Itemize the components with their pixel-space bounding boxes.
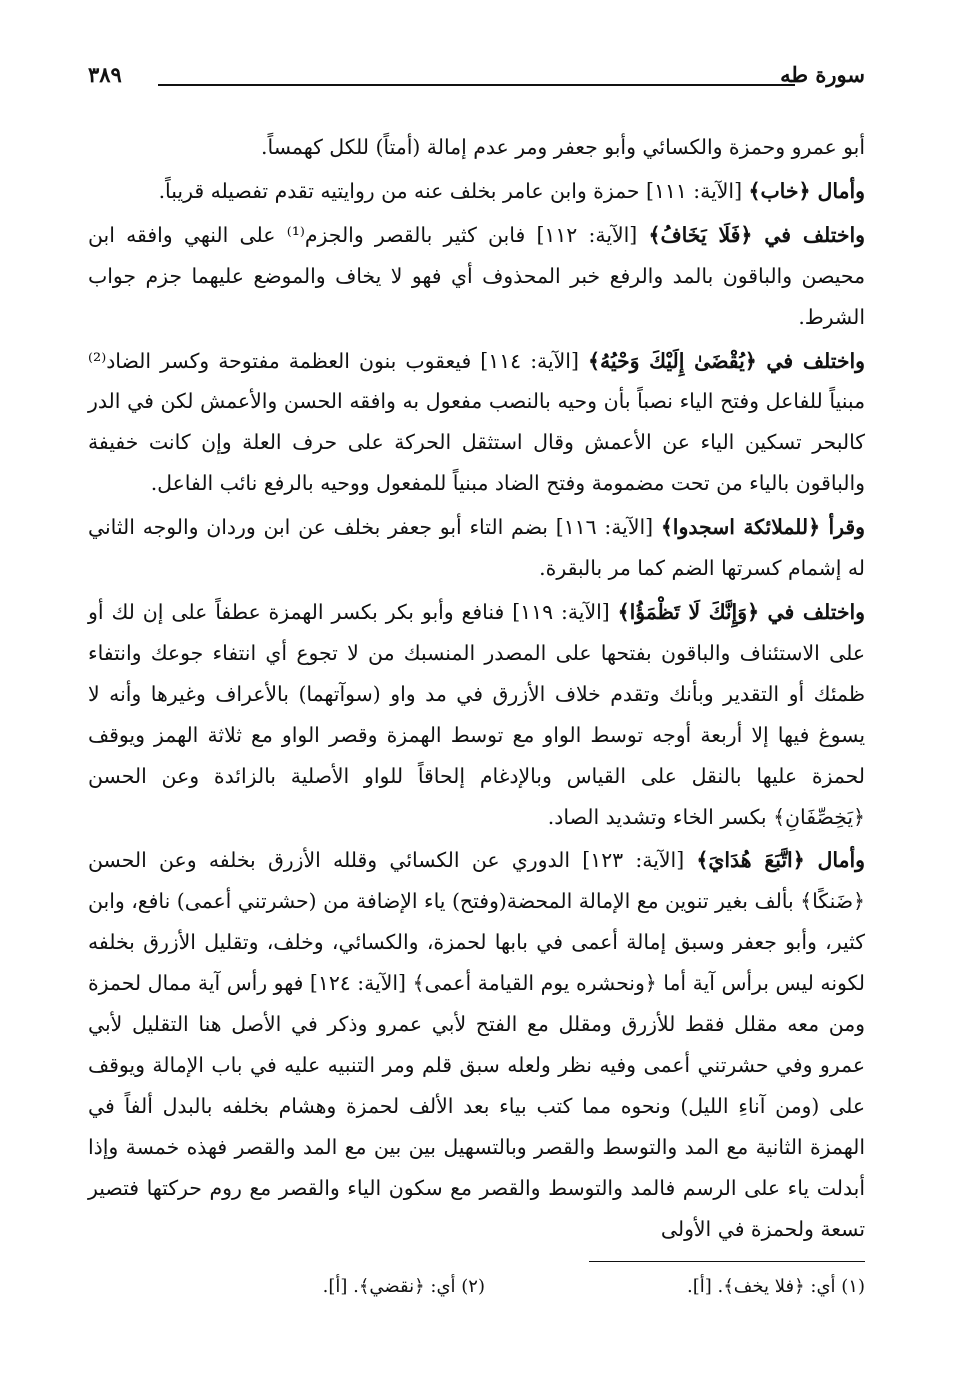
- paragraph: [88, 341, 865, 505]
- paragraph-text: [الآية: ١١٦] بضم التاء أبو جعفر بخلف عن ابن وردان والوجه الثاني له إشمام كسرتها الضم كما مر بالبقرة.: [88, 515, 865, 581]
- paragraph-text: [الآية: ١١٩] فنافع وأبو بكر بكسر الهمزة عطفاً على إن لك أو على الاستئناف والباقون بفتحها على المصدر المنسبك من لا تجوع أي انتفاء جوعك وانتفاء ظمئك أو التقدير وبأنك وتقدم خلاف الأزرق في مد واو (سوآتهما) بالأعراف وغيرها وأنه لا يسوغ فيها إلا أربعة أوجه توسط الواو مع توسط الهمزة وقصر الواو مع ثلاثة الهمز ويوقف لحمزة عليها بالنقل على القياس وبالإدغام إلحاقاً للواو الأصلية بالزائدة وعن الحسن ﴿يَخِصِّفَانِ﴾ بكسر الخاء وتشديد الصاد.: [88, 599, 865, 829]
- header-rule: [158, 84, 795, 86]
- footnote-2: (٢) أي: ﴿نقضي﴾. [أ].: [322, 1276, 485, 1297]
- paragraph: [88, 171, 865, 212]
- paragraph-lead: واختلف في ﴿يُقْضَىٰ إِلَيْكَ وَحْيُهُ﴾: [588, 348, 865, 373]
- page-header: [88, 62, 865, 96]
- footnote-1: (١) أي: ﴿فلا يخف﴾. [أ].: [687, 1276, 865, 1297]
- surah-title: سورة طه: [780, 62, 865, 87]
- paragraph: [88, 840, 865, 1249]
- paragraph: [88, 592, 865, 837]
- paragraph-lead: واختلف في ﴿وَإِنَّكَ لَا تَظْمَؤُا﴾: [617, 599, 865, 624]
- page-number: ٣٨٩: [88, 62, 122, 87]
- paragraph-text: أبو عمرو وحمزة والكسائي وأبو جعفر ومر عدم إمالة (أمتاً) للكل كهمساً.: [261, 135, 865, 159]
- paragraph-text: [الآية: ١١١] حمزة وابن عامر بخلف عنه من روايتيه تقدم تفصيله قريباً.: [158, 178, 749, 203]
- paragraph-text: [الآية: ١١٤] فيعقوب بنون العظمة مفتوحة وكسر الضاد⁽²⁾ مبنياً للفاعل وفتح الياء نصباً بأن وحيه بالنصب مفعول به وافقه الحسن والأعمش لكن في الدر كالبحر تسكين الياء عن الأعمش وقال استثقل الحركة على حرف العلة وإن كانت خفيفة والباقون بالياء من تحت مضمومة وفتح الضاد مبنياً للمفعول ووحيه بالرفع نائب الفاعل.: [88, 348, 865, 496]
- paragraph-text: [الآية: ١٢٣] الدوري عن الكسائي وقلله الأزرق بخلفه وعن الحسن ﴿ضَنكًا﴾ بألف بغير تنوين مع الإمالة المحضة(وفتح) ياء الإضافة من (حشرتني أعمى) نافع، وابن كثير، وأبو جعفر وسبق إمالة أعمى في بابها لحمزة، والكسائي، وخلف، وتقليل الأزرق بخلفه لكونه ليس برأس آية أما ﴿ونحشره يوم القيامة أعمى﴾ [الآية: ١٢٤] فهو رأس آية ممال لحمزة ومن معه مقلل فقط للأزرق ومقلل مع الفتح لأبي عمرو وذكر في الأصل هنا التقليل لأبي عمرو وفي حشرتني أعمى وفيه نظر ولعله سبق قلم ومر التنبيه عليه في باب الإمالة ويوقف على (ومن آناءِ الليل) ونحوه مما كتب بياء بعد الألف لحمزة وهشام بخلفه بالبدل ألفاً في الهمزة الثانية مع المد والتوسط والقصر وبالتسهيل بين بين مع المد والقصر فهذه خمسة وإذا أبدلت ياء على الرسم فالمد والتوسط والقصر مع سكون الياء والقصر مع روم حركتها فتصير تسعة ولحمزة في الأولى: [88, 848, 865, 1241]
- paragraph-lead: واختلف في ﴿فَلَا يَخَافُ﴾: [648, 222, 865, 247]
- paragraph-text: [الآية: ١١٢] فابن كثير بالقصر والجزم⁽¹⁾ على النهي وافقه ابن محيصن والباقون بالمد والرفع خبر المحذوف أي فهو لا يخاف والموضع عليهما جزم جواب الشرط.: [88, 222, 865, 329]
- footnote-rule: [589, 1261, 865, 1262]
- paragraph-lead: وأمال ﴿اتَّبَعَ هُدَايَ﴾: [696, 848, 865, 873]
- paragraph: [88, 127, 865, 168]
- paragraph-lead: وأمال ﴿خاب﴾: [748, 178, 865, 203]
- paragraph: [88, 507, 865, 589]
- paragraph-lead: وقرأ ﴿للملائكة اسجدوا﴾: [660, 515, 865, 540]
- page-body: [88, 127, 865, 1252]
- paragraph: [88, 215, 865, 338]
